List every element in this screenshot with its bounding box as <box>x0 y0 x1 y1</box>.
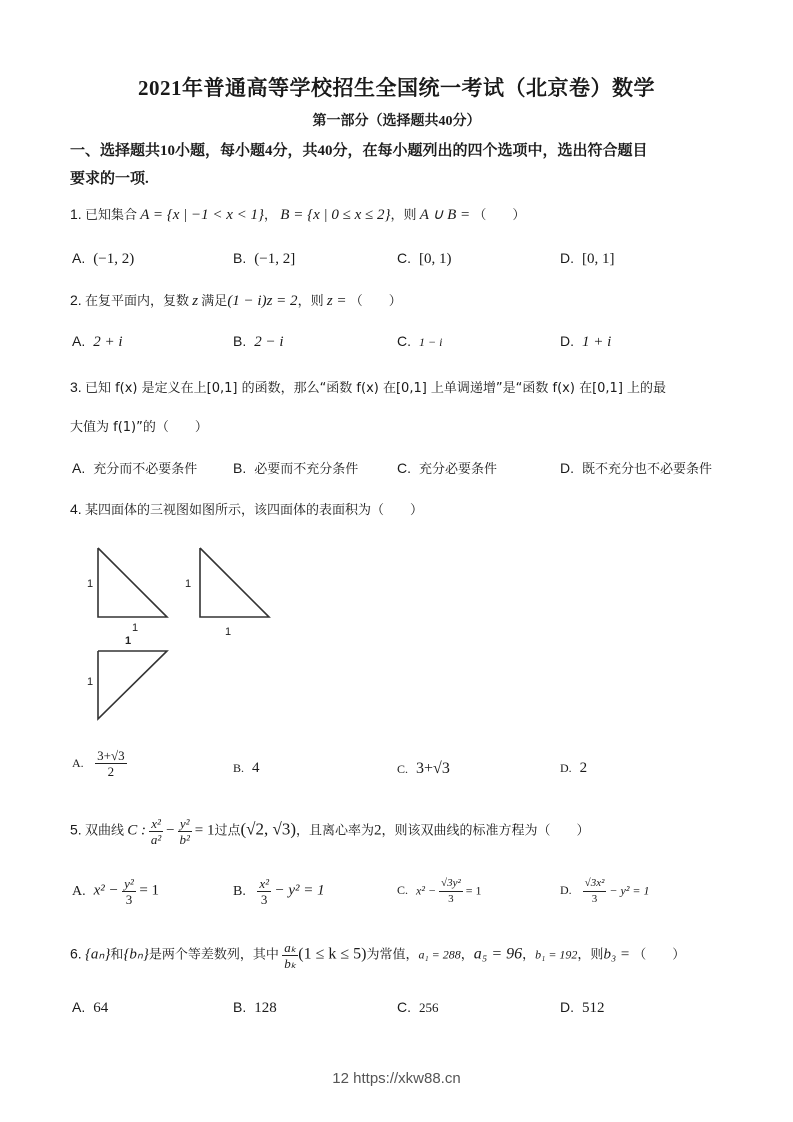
question-number: 1. <box>70 206 82 222</box>
option-d: D. [0, 1] <box>560 250 615 267</box>
option-a: A. $\frac{3+√3}{2}$ <box>72 748 125 779</box>
section-line-2: 要求的一项. <box>70 171 149 187</box>
option-b: B. 2 − i <box>233 333 284 350</box>
question-6: 6. {aₙ}和{bₙ}是两个等差数列，其中 $\frac{\text{aₖ}}{\text{bₖ}}$ (1 ≤ k ≤ 5)为常值，a₁ = 288，a₅ = 96，b₁ = 192，则b₃ = （ ） <box>70 940 686 971</box>
option-a: A. 64 <box>72 999 109 1016</box>
option-c: C. 256 <box>397 999 439 1015</box>
front-view <box>87 548 167 634</box>
option-c: C. [0, 1) <box>397 250 452 267</box>
option-b: B. 4 <box>233 760 260 776</box>
set-b: B = {x | 0 ≤ x ≤ 2} <box>280 207 391 223</box>
set-a: A = {x | −1 < x < 1} <box>140 207 265 223</box>
option-a: A. (−1, 2) <box>72 250 135 267</box>
section-line-1: 一、选择题共10小题，每小题4分，共40分，在每小题列出的四个选项中，选出符合题目 <box>70 143 648 159</box>
answer-blank: （ ） <box>473 208 526 223</box>
union-expression: A ∪ B = <box>419 207 471 223</box>
option-c: C. 3+√3 <box>397 760 450 777</box>
answer-blank: （ ） <box>633 947 686 963</box>
option-d: D. 既不充分也不必要条件 <box>560 460 713 477</box>
question-3-line-2: 大值为 f(1)”的（ ） <box>70 420 208 435</box>
point: (√2, √3) <box>240 819 296 839</box>
part-subtitle: 第一部分（选择题共40分） <box>312 114 481 129</box>
option-c: C. 充分必要条件 <box>397 460 498 477</box>
document-title: 2021年普通高等学校招生全国统一考试（北京卷）数学 <box>138 76 655 100</box>
option-a: A. 2 + i <box>72 333 123 350</box>
svg-text:1: 1 <box>132 622 139 634</box>
equation: (1 − i)z = 2 <box>227 293 298 309</box>
question-3: 3. 已知 f(x) 是定义在上[0,1] 的函数，那么“函数 f(x) 在[0,1] 上单调递增”是“函数 f(x) 在[0,1] 上的最 <box>70 379 667 396</box>
question-1: 1. 已知集合 A = {x | −1 < x < 1}， B = {x | 0 ≤ x ≤ 2}，则 A ∪ B = （ ） <box>70 206 526 223</box>
question-2: 2. 在复平面内，复数 z 满足(1 − i)z = 2，则 z = （ ） <box>70 292 402 309</box>
svg-text:1: 1 <box>185 578 192 590</box>
svg-text:1: 1 <box>87 578 94 590</box>
svg-text:1: 1 <box>125 635 132 647</box>
footer-url[interactable]: https://xkw88.cn <box>353 1070 461 1087</box>
option-d: D. 1 + i <box>560 333 612 350</box>
section-instructions <box>70 137 730 193</box>
fraction: $\frac{3+√3}{2}$ <box>97 748 125 779</box>
page-number: 12 <box>332 1070 349 1087</box>
question-4: 4. 某四面体的三视图如图所示，该四面体的表面积为（ ） <box>70 501 423 518</box>
page-footer <box>0 1070 793 1087</box>
question-3-line-1: 已知 f(x) 是定义在上[0,1] 的函数，那么“函数 f(x) 在[0,1] 上单调递增”是“函数 f(x) 在[0,1] 上的最 <box>84 381 667 396</box>
three-view-figure <box>75 540 295 730</box>
option-c: C. x² − $\frac{\text{√3y²}}{3}$ = 1 <box>397 877 482 905</box>
option-b: B. 128 <box>233 999 277 1016</box>
option-d: D. 2 <box>560 760 588 776</box>
option-d: D. 512 <box>560 999 605 1016</box>
option-b: B. $\frac{\text{x²}}{3}$ − y² = 1 <box>233 876 325 907</box>
svg-text:1: 1 <box>87 676 94 688</box>
option-a: A. 充分而不必要条件 <box>72 460 198 477</box>
question-5: 5. 双曲线 C : $\frac{\text{x²}}{\text{a²}}$ − $\frac{\text{y²}}{\text{b²}}$ = 1过点(√2, √3)，且离心率为2，则该双曲线的标准方程为（ ） <box>70 816 590 847</box>
option-d: D. $\frac{\text{√3x²}}{3}$ − y² = 1 <box>560 877 650 905</box>
option-b: B. (−1, 2] <box>233 250 296 267</box>
option-c: C. 1 − i <box>397 333 443 349</box>
option-b: B. 必要而不充分条件 <box>233 460 359 477</box>
answer-blank: （ ） <box>349 294 402 309</box>
side-view <box>185 548 269 638</box>
option-a: A. x² − $\frac{\text{y²}}{3}$ = 1 <box>72 876 160 907</box>
svg-text:1: 1 <box>225 626 232 638</box>
top-view <box>87 635 167 719</box>
